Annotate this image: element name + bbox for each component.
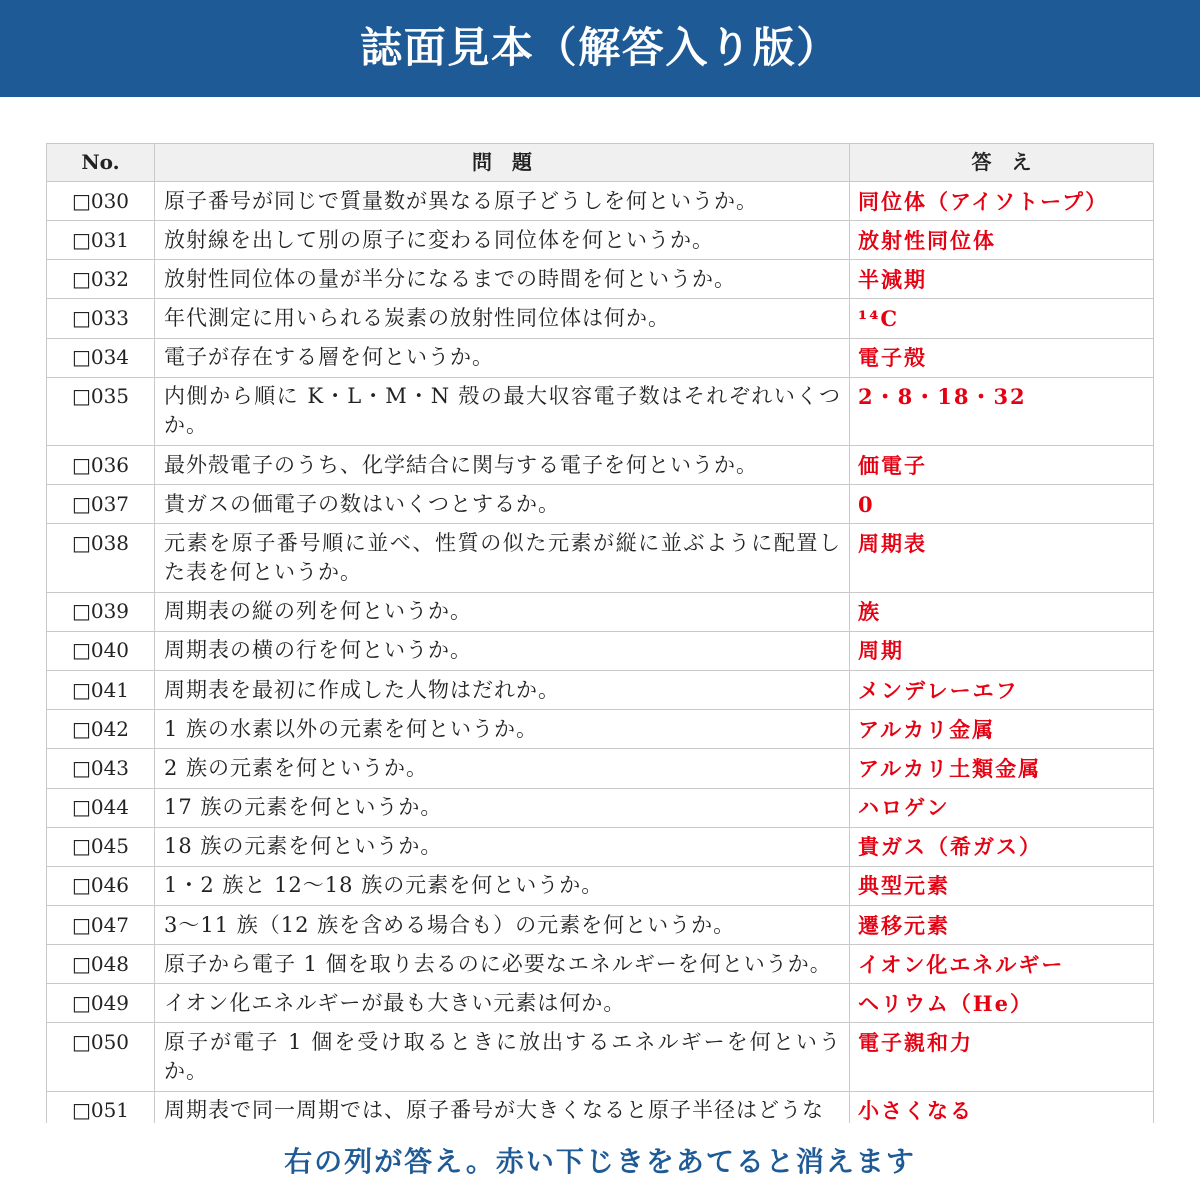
answer-text: 半減期: [858, 266, 927, 292]
question-number: □034: [47, 339, 155, 377]
question-row-051: [47, 1092, 1153, 1123]
answer-text: アルカリ土類金属: [858, 755, 1042, 781]
question-row-044: [47, 789, 1153, 828]
question-text: 周期表で同一周期では、原子番号が大きくなると原子半径はどうな: [155, 1092, 850, 1123]
question-row-046: [47, 867, 1153, 906]
question-row-041: [47, 671, 1153, 710]
question-row-042: [47, 710, 1153, 749]
question-number: □031: [47, 221, 155, 259]
answer-text: 電子殻: [858, 345, 927, 371]
answer-text: 小さくなる: [858, 1098, 973, 1123]
footer-note: 右の列が答え。赤い下じきをあてると消えます: [284, 1145, 916, 1178]
answer-text: 2・8・18・32: [858, 384, 1027, 410]
question-row-037: [47, 485, 1153, 524]
question-text: 1・2 族と 12〜18 族の元素を何というか。: [155, 867, 850, 905]
question-row-032: [47, 260, 1153, 299]
question-number: □036: [47, 446, 155, 484]
answer-text: 同位体（アイソトープ）: [858, 188, 1109, 214]
column-header-no: No.: [47, 144, 155, 181]
question-text: イオン化エネルギーが最も大きい元素は何か。: [155, 984, 850, 1022]
question-row-040: [47, 632, 1153, 671]
column-header-question: 問 題: [155, 144, 850, 181]
answer-text: ハロゲン: [858, 795, 950, 821]
question-sheet: [46, 143, 1154, 1123]
question-number: □046: [47, 867, 155, 905]
question-text: 元素を原子番号順に並べ、性質の似た元素が縦に並ぶように配置した表を何というか。: [155, 524, 850, 591]
answer-text: メンデレーエフ: [858, 677, 1019, 703]
question-text: 周期表の縦の列を何というか。: [155, 593, 850, 631]
question-number: □050: [47, 1023, 155, 1090]
question-row-048: [47, 945, 1153, 984]
answer-text: 周期: [858, 638, 904, 664]
question-number: □051: [47, 1092, 155, 1123]
question-text: 周期表を最初に作成した人物はだれか。: [155, 671, 850, 709]
page-header-bar: [0, 0, 1200, 97]
answer-text: 遷移元素: [858, 912, 950, 938]
question-row-030: [47, 182, 1153, 221]
question-number: □039: [47, 593, 155, 631]
question-number: □040: [47, 632, 155, 670]
question-number: □045: [47, 828, 155, 866]
answer-text: 電子親和力: [858, 1029, 973, 1055]
question-text: 原子番号が同じで質量数が異なる原子どうしを何というか。: [155, 182, 850, 220]
question-row-045: [47, 828, 1153, 867]
question-row-038: [47, 524, 1153, 592]
question-text: 放射性同位体の量が半分になるまでの時間を何というか。: [155, 260, 850, 298]
question-text: 17 族の元素を何というか。: [155, 789, 850, 827]
question-text: 2 族の元素を何というか。: [155, 749, 850, 787]
question-row-031: [47, 221, 1153, 260]
question-number: □044: [47, 789, 155, 827]
answer-text: ヘリウム（He）: [858, 990, 1033, 1016]
question-text: 最外殻電子のうち、化学結合に関与する電子を何というか。: [155, 446, 850, 484]
answer-text: 周期表: [858, 530, 927, 556]
column-header-answer: 答 え: [971, 150, 1032, 174]
question-row-039: [47, 593, 1153, 632]
question-text: 内側から順に K・L・M・N 殻の最大収容電子数はそれぞれいくつか。: [155, 378, 850, 445]
question-number: □038: [47, 524, 155, 591]
question-row-050: [47, 1023, 1153, 1091]
question-text: 貴ガスの価電子の数はいくつとするか。: [155, 485, 850, 523]
question-text: 1 族の水素以外の元素を何というか。: [155, 710, 850, 748]
question-text: 原子から電子 1 個を取り去るのに必要なエネルギーを何というか。: [155, 945, 850, 983]
question-number: □048: [47, 945, 155, 983]
question-number: □035: [47, 378, 155, 445]
question-text: 電子が存在する層を何というか。: [155, 339, 850, 377]
answer-text: 典型元素: [858, 873, 950, 899]
answer-text: 族: [858, 599, 881, 625]
question-text: 18 族の元素を何というか。: [155, 828, 850, 866]
question-number: □047: [47, 906, 155, 944]
question-number: □032: [47, 260, 155, 298]
answer-text: アルカリ金属: [858, 716, 996, 742]
question-text: 原子が電子 1 個を受け取るときに放出するエネルギーを何というか。: [155, 1023, 850, 1090]
page-title: 誌面見本（解答入り版）: [360, 23, 840, 72]
question-number: □043: [47, 749, 155, 787]
question-number: □033: [47, 299, 155, 337]
answer-text: ¹⁴C: [858, 305, 900, 331]
answer-text: 0: [858, 491, 875, 517]
question-row-034: [47, 339, 1153, 378]
question-text: 放射線を出して別の原子に変わる同位体を何というか。: [155, 221, 850, 259]
question-table: [46, 143, 1154, 1123]
table-header-row: [47, 143, 1153, 182]
question-row-036: [47, 446, 1153, 485]
question-number: □049: [47, 984, 155, 1022]
answer-text: 放射性同位体: [858, 227, 996, 253]
answer-text: イオン化エネルギー: [858, 951, 1065, 977]
answer-text: 貴ガス（希ガス）: [858, 834, 1042, 860]
question-number: □030: [47, 182, 155, 220]
question-row-043: [47, 749, 1153, 788]
question-text: 年代測定に用いられる炭素の放射性同位体は何か。: [155, 299, 850, 337]
question-row-033: [47, 299, 1153, 338]
question-number: □042: [47, 710, 155, 748]
question-text: 3〜11 族（12 族を含める場合も）の元素を何というか。: [155, 906, 850, 944]
question-row-049: [47, 984, 1153, 1023]
question-number: □041: [47, 671, 155, 709]
question-text: 周期表の横の行を何というか。: [155, 632, 850, 670]
question-number: □037: [47, 485, 155, 523]
question-row-047: [47, 906, 1153, 945]
answer-text: 価電子: [858, 452, 927, 478]
question-row-035: [47, 378, 1153, 446]
